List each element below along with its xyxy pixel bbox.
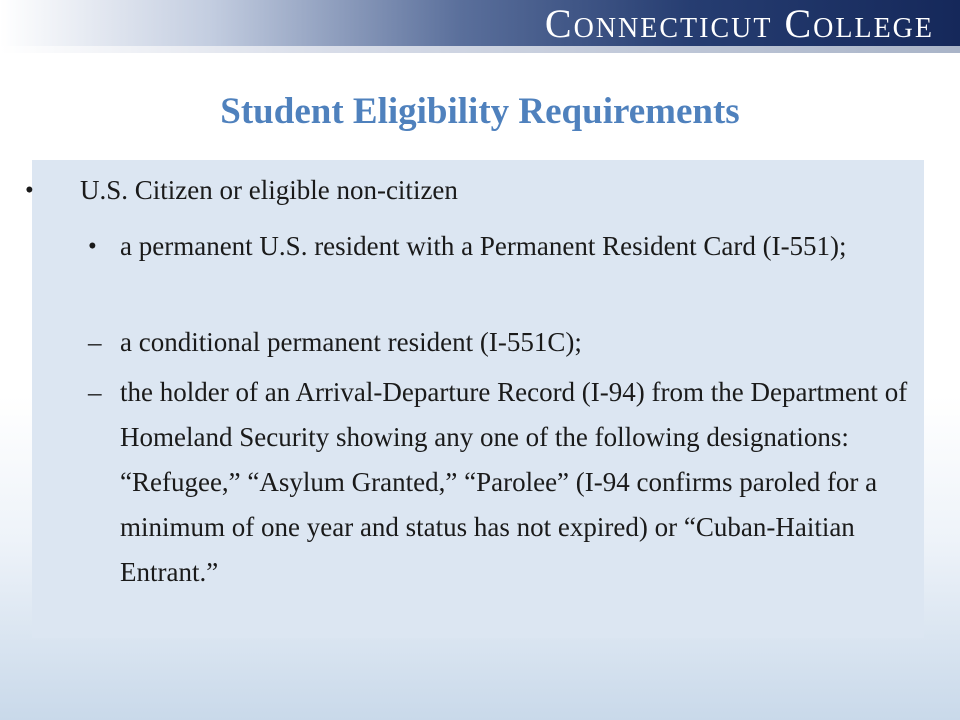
dash-marker: –	[88, 377, 102, 407]
dash-marker: –	[88, 327, 102, 357]
sub-bullet-text: the holder of an Arrival-Departure Record (I-94) from the Department of Homeland Security showing any one of the following designations: “Refugee,” “Asylum Granted,” “Parolee” (I-94 confirms paroled for a minimum of one year and status has not expired) or “Cuban-Haitian Entrant.”	[120, 377, 908, 587]
slide-title: Student Eligibility Requirements	[220, 91, 740, 132]
sub-bullet-conditional-resident	[88, 320, 908, 365]
header-bar	[0, 0, 960, 46]
bullet-marker: •	[88, 233, 97, 260]
sub-bullet-text: a conditional permanent resident (I-551C);	[120, 327, 582, 357]
sub-bullet-permanent-resident	[88, 224, 908, 269]
sub-bullet-text: a permanent U.S. resident with a Permanent Resident Card (I-551);	[120, 231, 847, 261]
header-divider	[0, 46, 960, 53]
sub-bullet-arrival-departure-record	[88, 370, 908, 595]
bullet-item-citizenship	[25, 168, 885, 213]
brand-wordmark: Connecticut College	[544, 1, 934, 46]
bullet-marker: •	[25, 177, 34, 204]
bullet-text: U.S. Citizen or eligible non-citizen	[80, 175, 458, 205]
